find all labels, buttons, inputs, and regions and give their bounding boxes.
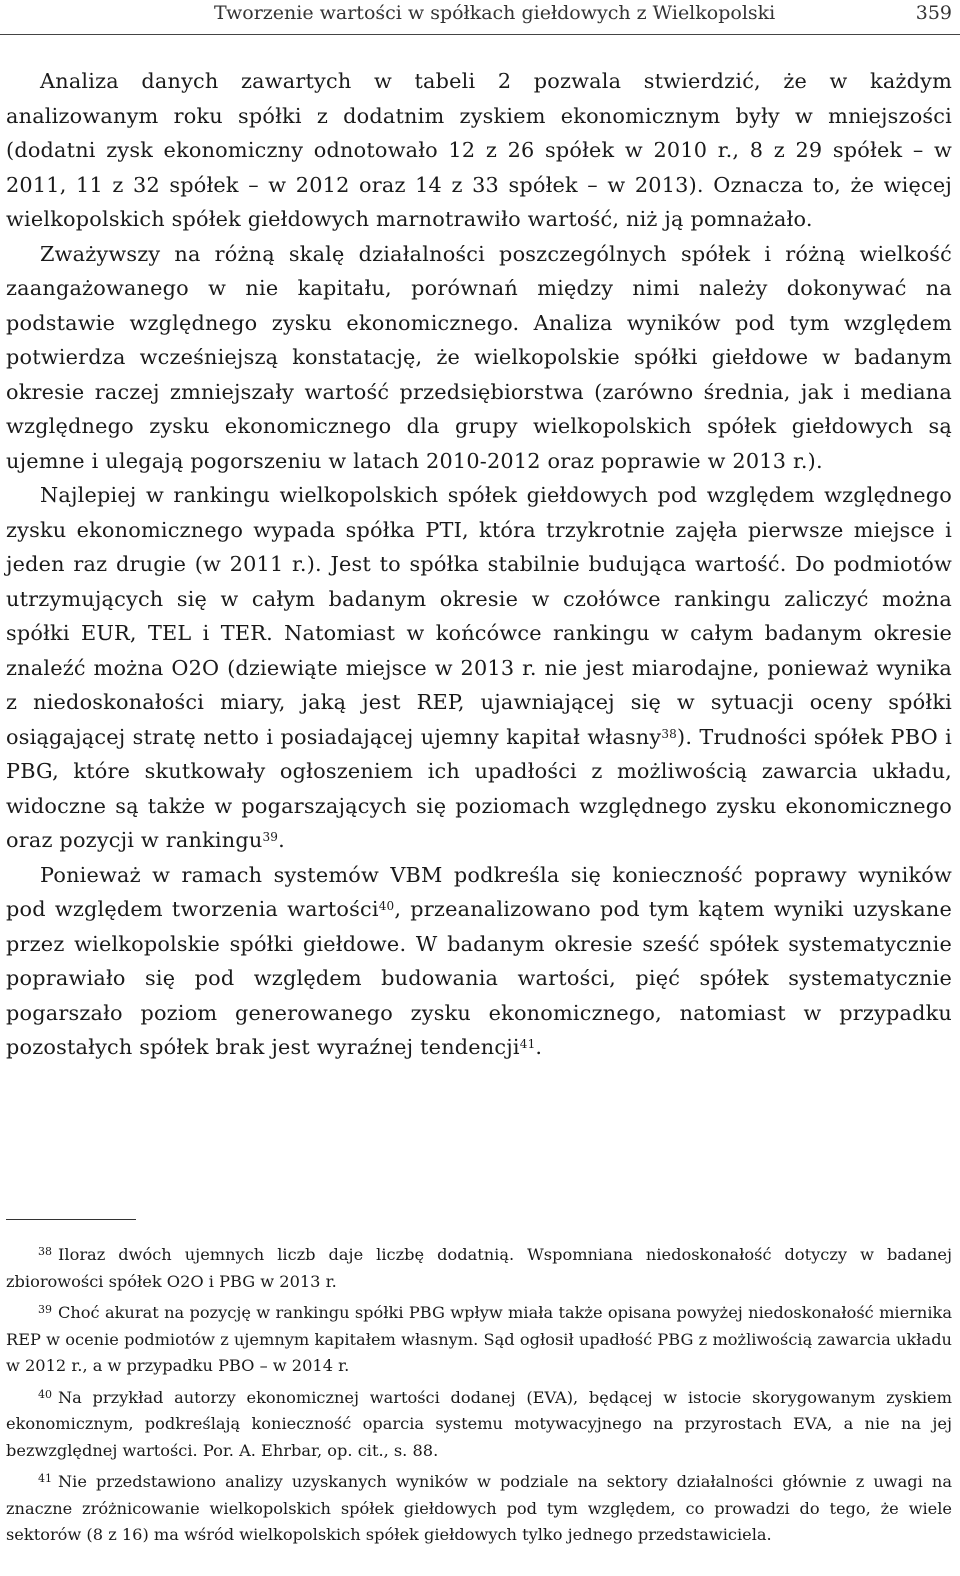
footnote-reference[interactable]: 39: [262, 830, 279, 844]
footnotes: [6, 1242, 952, 1554]
paragraph-text: .: [278, 828, 285, 852]
header-divider: [0, 34, 960, 35]
footnote-text: Na przykład autorzy ekonomicznej wartości dodanej (EVA), będącej w istocie skorygowanym zyskiem ekonomicznym, podkreślają konieczność oparcia systemu motywacyjnego na przyrostach EVA, a nie na jej bezwzględnej wartości. Por. A. Ehrbar, op. cit., s. 88.: [6, 1387, 952, 1460]
header-title: Tworzenie wartości w spółkach giełdowych z Wielkopolski: [214, 2, 776, 24]
footnote-number: 41: [38, 1472, 52, 1485]
paragraph-text: , przeanalizowano pod tym kątem wyniki uzyskane przez wielkopolskie spółki giełdowe. W badanym okresie sześć spółek systematycznie poprawiało się pod względem budowania wartości, pięć spółek systematycznie pogarszało poziom generowanego zysku ekonomicznego, natomiast w przypadku pozostałych spółek brak jest wyraźnej tendencji: [6, 897, 952, 1059]
footnote-text: Iloraz dwóch ujemnych liczb daje liczbę dodatnią. Wspomniana niedoskonałość dotyczy w badanej zbiorowości spółek O2O i PBG w 2013 r.: [6, 1245, 952, 1291]
footnote: [6, 1242, 952, 1295]
footnote-text: Choć akurat na pozycję w rankingu spółki PBG wpływ miała także opisana powyżej niedoskonałość miernika REP w ocenie podmiotów z ujemnym kapitałem własnym. Sąd ogłosił upadłość PBG z możliwością zawarcia układu w 2012 r., a w przypadku PBO – w 2014 r.: [6, 1303, 952, 1375]
footnote-text: Nie przedstawiono analizy uzyskanych wyników w podziale na sektory działalności głównie z uwagi na znaczne zróżnicowanie wielkopolskich spółek giełdowych pod tym względem, co prowadzi do tego, że wiele sektorów (8 z 16) ma wśród wielkopolskich spółek giełdowych tylko jednego przedstawiciela.: [6, 1472, 952, 1544]
footnote-number: 38: [38, 1245, 52, 1258]
page-number: 359: [915, 2, 952, 24]
body-paragraph: [6, 858, 952, 1065]
paragraph-text: Zważywszy na różną skalę działalności poszczególnych spółek i różną wielkość zaangażowanego w nie kapitału, porównań między nimi należy dokonywać na podstawie względnego zysku ekonomicznego. Analiza wyników pod tym względem potwierdza wcześniejszą konstatację, że wielkopolskie spółki giełdowe w badanym okresie raczej zmniejszały wartość przedsiębiorstwa (zarówno średnia, jak i mediana względnego zysku ekonomicznego dla grupy wielkopolskich spółek giełdowych są ujemne i ulegają pogorszeniu w latach 2010-2012 oraz poprawie w 2013 r.).: [6, 241, 952, 473]
paragraph-text: Analiza danych zawartych w tabeli 2 pozwala stwierdzić, że w każdym analizowanym roku spółki z dodatnim zyskiem ekonomicznym były w mniejszości (dodatni zysk ekonomiczny odnotowało 12 z 26 spółek w 2010 r., 8 z 29 spółek – w 2011, 11 z 32 spółek – w 2012 oraz 14 z 33 spółek – w 2013). Oznacza to, że więcej wielkopolskich spółek giełdowych marnotrawiło wartość, niż ją pomnażało.: [6, 69, 952, 231]
body-paragraph: [6, 64, 952, 237]
paragraph-text: Ponieważ w ramach systemów VBM podkreśla się konieczność poprawy wyników pod względem tworzenia wartości: [6, 862, 952, 921]
footnote-number: 39: [38, 1303, 52, 1316]
running-header: [0, 0, 960, 36]
footnote: [6, 1469, 952, 1549]
paragraph-text: ). Trudności spółek PBO i PBG, które skutkowały ogłoszeniem ich upadłości z możliwością zawarcia układu, widoczne są także w pogarszających się poziomach względnego zysku ekonomicznego oraz pozycji w rankingu: [6, 724, 952, 852]
body-paragraph: [6, 237, 952, 479]
main-body-text: [6, 64, 952, 1065]
paragraph-text: Najlepiej w rankingu wielkopolskich spółek giełdowych pod względem względnego zysku ekonomicznego wypada spółka PTI, która trzykrotnie zajęła pierwsze miejsce i jeden raz drugie (w 2011 r.). Jest to spółka stabilnie budująca wartość. Do podmiotów utrzymujących się w całym badanym okresie w czołówce rankingu zaliczyć można spółki EUR, TEL i TER. Natomiast w końcówce rankingu w całym badanym okresie znaleźć można O2O (dziewiąte miejsce w 2013 r. nie jest miarodajne, ponieważ wynika z niedoskonałości miary, jaką jest REP, ujawniającej się w sytuacji oceny spółki osiągającej stratę netto i posiadającej ujemny kapitał własny: [6, 483, 952, 749]
footnote-number: 40: [38, 1387, 52, 1401]
body-paragraph: [6, 478, 952, 858]
footnote-divider: [6, 1219, 136, 1220]
footnote-reference[interactable]: 41: [519, 1037, 536, 1051]
paragraph-text: .: [535, 1035, 543, 1059]
footnote-reference[interactable]: 40: [378, 899, 395, 913]
footnote: [6, 1300, 952, 1380]
footnote-reference[interactable]: 38: [661, 726, 678, 741]
footnote: [6, 1385, 952, 1465]
